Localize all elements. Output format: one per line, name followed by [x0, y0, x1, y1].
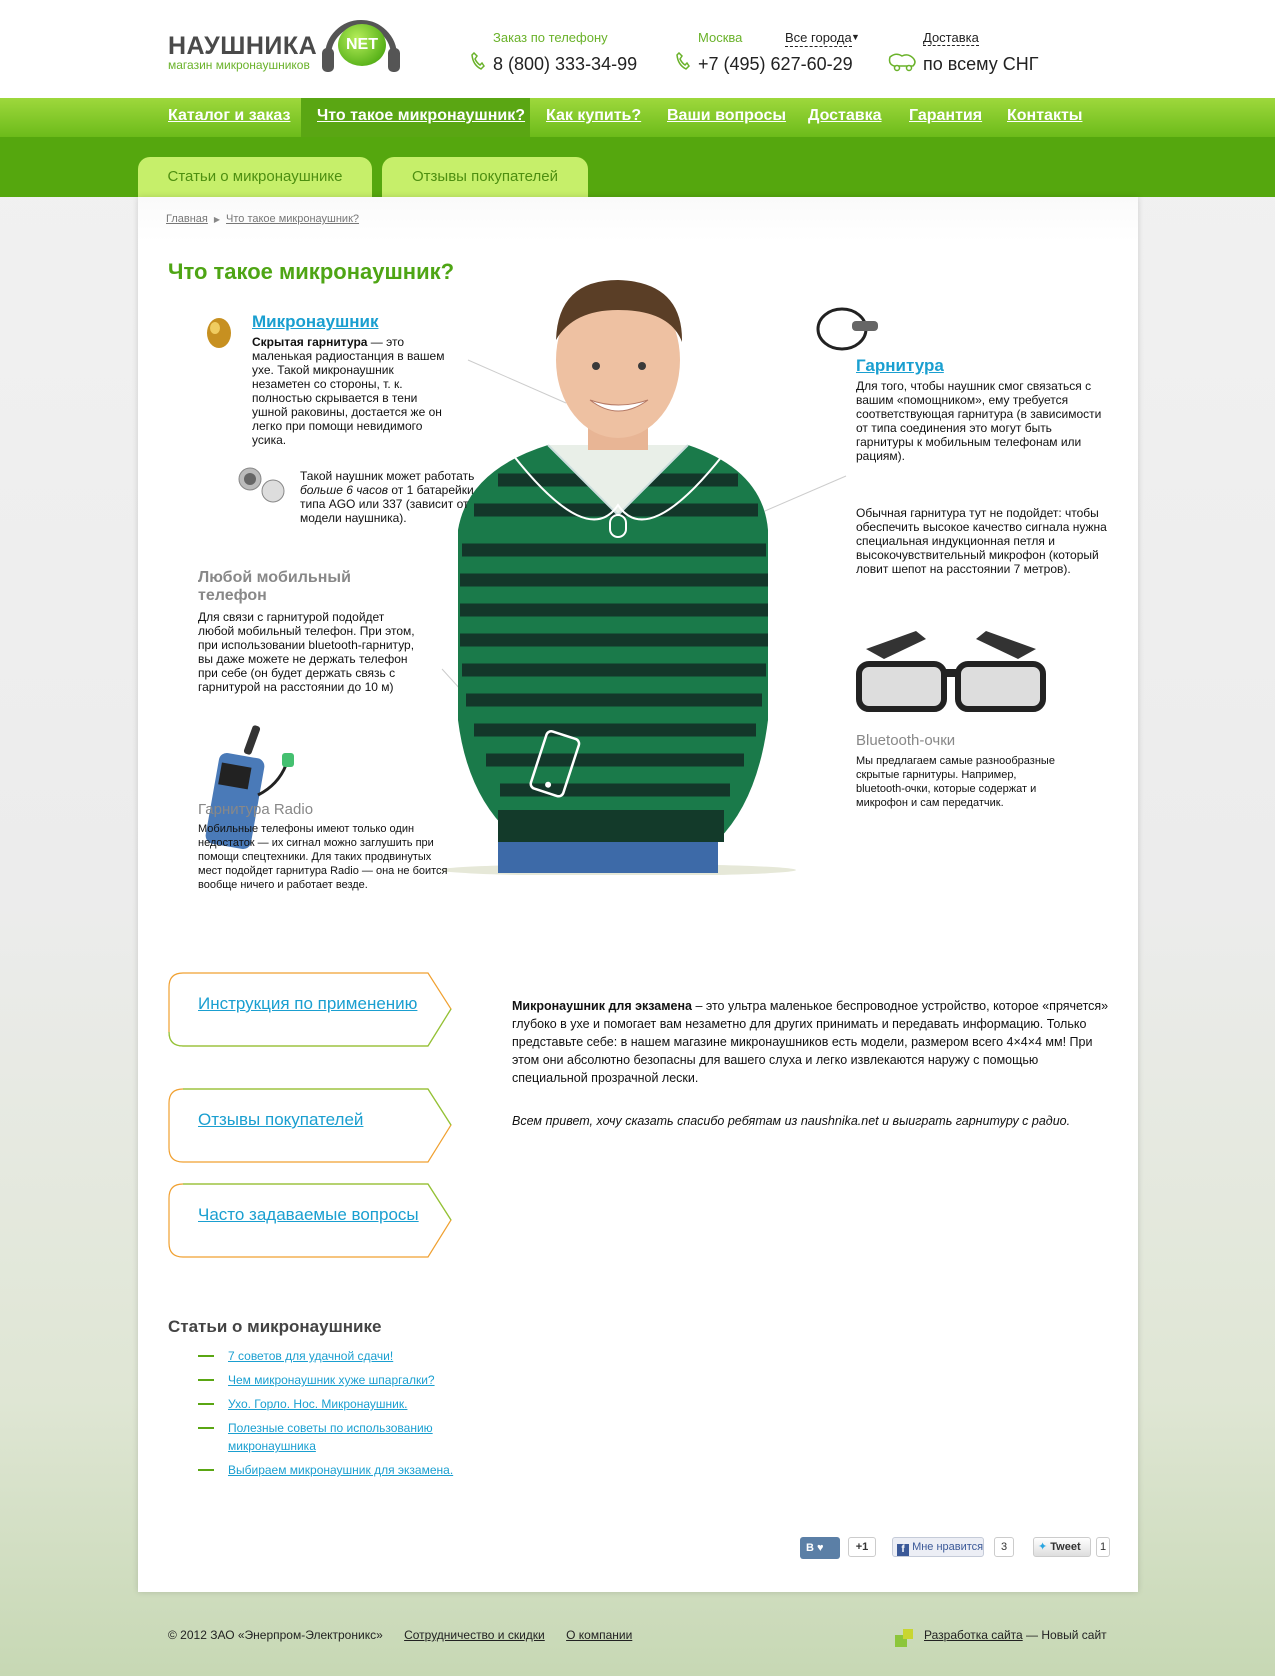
cta-faq[interactable] — [168, 1183, 453, 1258]
copyright: © 2012 ЗАО «Энерпром-Электроникс» — [168, 1628, 383, 1642]
nav-item-what-is[interactable]: Что такое микронаушник? — [317, 107, 526, 124]
tab-articles[interactable]: Статьи о микронаушнике — [138, 157, 372, 197]
feature-radio-text: Мобильные телефоны имеют только один недостаток — их сигнал можно заглушить при помощи спецтехники. Для таких продвинутых мест подойдет гарнитура Radio — она не боится вообще ничего и работает везде. — [198, 823, 448, 891]
breadcrumb-current[interactable]: Что такое микронаушник? — [226, 213, 360, 225]
cta-instructions-label[interactable]: Инструкция по применению — [198, 994, 418, 1013]
cta-faq-label[interactable]: Часто задаваемые вопросы — [198, 1205, 419, 1224]
feature-glasses-text: Мы предлагаем самые разнообразные скрытые гарнитуры. Например, bluetooth-очки, которые содержат и микрофон и сам передатчик. — [856, 755, 1055, 809]
customer-quote: Всем привет, хочу сказать спасибо ребятам из naushnika.net и выиграть гарнитуру с радио. — [512, 1114, 1071, 1128]
main-nav — [0, 98, 1275, 137]
footer-link-about[interactable]: О компании — [566, 1628, 633, 1642]
list-item — [198, 1461, 458, 1479]
chevron-right-icon: ▶ — [213, 215, 221, 224]
description-text — [512, 997, 1112, 1087]
feature-battery-text — [300, 469, 480, 525]
truck-icon — [888, 52, 918, 72]
feature-earpiece-title[interactable]: Микронаушник — [252, 312, 379, 331]
delivery-value: по всему СНГ — [923, 54, 1039, 74]
battery-text-em: больше 6 часов — [300, 483, 389, 497]
content-panel — [138, 197, 1138, 1592]
nav-item-questions[interactable]: Ваши вопросы — [667, 107, 787, 124]
page-title: Что такое микронаушник? — [168, 259, 455, 284]
city-phone-number[interactable]: +7 (495) 627-60-29 — [698, 54, 853, 74]
tweet-button[interactable] — [1033, 1537, 1091, 1557]
delivery-label[interactable]: Доставка — [923, 30, 979, 45]
sub-nav — [0, 137, 1275, 197]
vk-like-count: +1 — [848, 1537, 876, 1557]
fb-like-button[interactable] — [892, 1537, 984, 1557]
cta-reviews[interactable] — [168, 1088, 453, 1163]
site-header — [0, 0, 1275, 98]
social-buttons — [138, 1537, 1138, 1559]
article-link[interactable]: Полезные советы по использованию микронаушника — [228, 1421, 433, 1453]
list-item — [198, 1419, 458, 1455]
feature-radio-title: Гарнитура Radio — [198, 801, 314, 818]
headset-loop-icon — [814, 305, 884, 353]
footer-right — [924, 1628, 1107, 1642]
list-item — [198, 1347, 458, 1365]
city-label: Москва — [698, 30, 743, 45]
nav-item-delivery[interactable]: Доставка — [808, 107, 882, 124]
phone-icon — [676, 52, 690, 70]
facebook-icon: f — [897, 1544, 909, 1556]
twitter-icon: ✦ — [1038, 1541, 1048, 1553]
feature-phone-text: Для связи с гарнитурой подойдет любой мобильный телефон. При этом, при использовании bluetooth-гарнитур, вы даже можете не держать телефон при себе (он будет держать связь с гарнитурой на расстоянии до 10 м) — [198, 610, 415, 694]
article-link[interactable]: Чем микронаушник хуже шпаргалки? — [228, 1373, 435, 1387]
breadcrumb-home[interactable]: Главная — [166, 213, 208, 225]
articles-heading: Статьи о микронаушнике — [168, 1317, 382, 1336]
fb-like-label: Мне нравится — [912, 1541, 984, 1553]
description-body: – это ультра маленькое беспроводное устройство, которое «прячется» глубоко в ухе и помогает вам незаметно для других принимать и передавать информацию. Только представьте себе: в нашем магазине микронаушников есть модели, размером всего 4×4×4 мм! При этом они абсолютно безопасны для вашего слуха и легко извлекаются наружу с помощью специальной прозрачной лески. — [512, 999, 1109, 1085]
article-link[interactable]: 7 советов для удачной сдачи! — [228, 1349, 394, 1363]
fb-like-count: 3 — [994, 1537, 1014, 1557]
earpiece-icon — [205, 315, 233, 349]
caret-down-icon[interactable]: ▼ — [851, 32, 860, 42]
battery-icon — [238, 465, 286, 505]
vk-label: B — [806, 1542, 814, 1554]
nav-item-warranty[interactable]: Гарантия — [909, 107, 983, 124]
vk-like-button[interactable] — [800, 1537, 840, 1559]
list-item — [198, 1395, 458, 1413]
tweet-count: 1 — [1096, 1537, 1110, 1557]
feature-headset-text1: Для того, чтобы наушник смог связаться с вашим «помощником», ему требуется соответствующая гарнитура (в зависимости от типа соединения это могут быть гарнитуры к мобильным телефонам или рациям). — [856, 379, 1102, 463]
battery-text-a: Такой наушник может работать — [300, 469, 475, 483]
bluetooth-glasses-icon — [856, 629, 1046, 724]
footer-left — [168, 1628, 632, 1642]
developer-logo-icon — [895, 1627, 917, 1649]
cta-instructions[interactable] — [168, 972, 453, 1047]
tab-reviews[interactable]: Отзывы покупателей — [382, 157, 588, 197]
nav-item-catalog[interactable]: Каталог и заказ — [168, 107, 291, 124]
logo-badge: NET — [338, 24, 386, 66]
site-logo[interactable] — [168, 12, 408, 78]
article-link[interactable]: Выбираем микронаушник для экзамена. — [228, 1463, 454, 1477]
feature-earpiece-body: — это маленькая радиостанция в вашем ухе. Такой микронаушник незаметен со стороны, т. к. полностью скрывается в тени ушной раковины, достается же он легко при помощи невидимого усика. — [252, 335, 445, 447]
logo-title: НАУШНИКА — [168, 32, 318, 60]
feature-headset-text2: Обычная гарнитура тут не подойдет: чтобы обеспечить высокое качество сигнала нужна специальная индукционная петля и высокочувствительный микрофон (который ловит шепот на расстоянии 7 метров). — [856, 506, 1107, 576]
description-bold: Микронаушник для экзамена — [512, 999, 692, 1013]
articles-list — [198, 1347, 458, 1485]
cta-reviews-label[interactable]: Отзывы покупателей — [198, 1110, 364, 1129]
person-illustration — [438, 280, 798, 875]
order-phone-label: Заказ по телефону — [493, 30, 608, 45]
list-item — [198, 1371, 458, 1389]
feature-phone-title: Любой мобильный телефон — [198, 569, 351, 604]
order-phone-number[interactable]: 8 (800) 333-34-99 — [493, 54, 638, 74]
nav-item-contacts[interactable]: Контакты — [1007, 107, 1083, 124]
feature-earpiece-text — [252, 335, 452, 447]
all-cities-link[interactable]: Все города — [785, 30, 852, 45]
article-link[interactable]: Ухо. Горло. Нос. Микронаушник. — [228, 1397, 408, 1411]
feature-glasses-title: Bluetooth-очки — [856, 732, 956, 749]
nav-item-how-to-buy[interactable]: Как купить? — [546, 107, 642, 124]
phone-icon — [471, 52, 485, 70]
feature-headset-title[interactable]: Гарнитура — [856, 356, 944, 375]
feature-earpiece-bold: Скрытая гарнитура — [252, 335, 368, 349]
tweet-label: Tweet — [1050, 1541, 1081, 1553]
footer-link-cooperation[interactable]: Сотрудничество и скидки — [404, 1628, 545, 1642]
developer-link[interactable]: Разработка сайта — [924, 1628, 1023, 1642]
heart-icon: ♥ — [817, 1542, 824, 1554]
logo-subtitle: магазин микронаушников — [168, 58, 310, 72]
battery-text-b: от 1 батарейки типа AGO или 337 (зависит от модели наушника). — [300, 483, 474, 525]
developer-suffix: — Новый сайт — [1022, 1628, 1107, 1642]
